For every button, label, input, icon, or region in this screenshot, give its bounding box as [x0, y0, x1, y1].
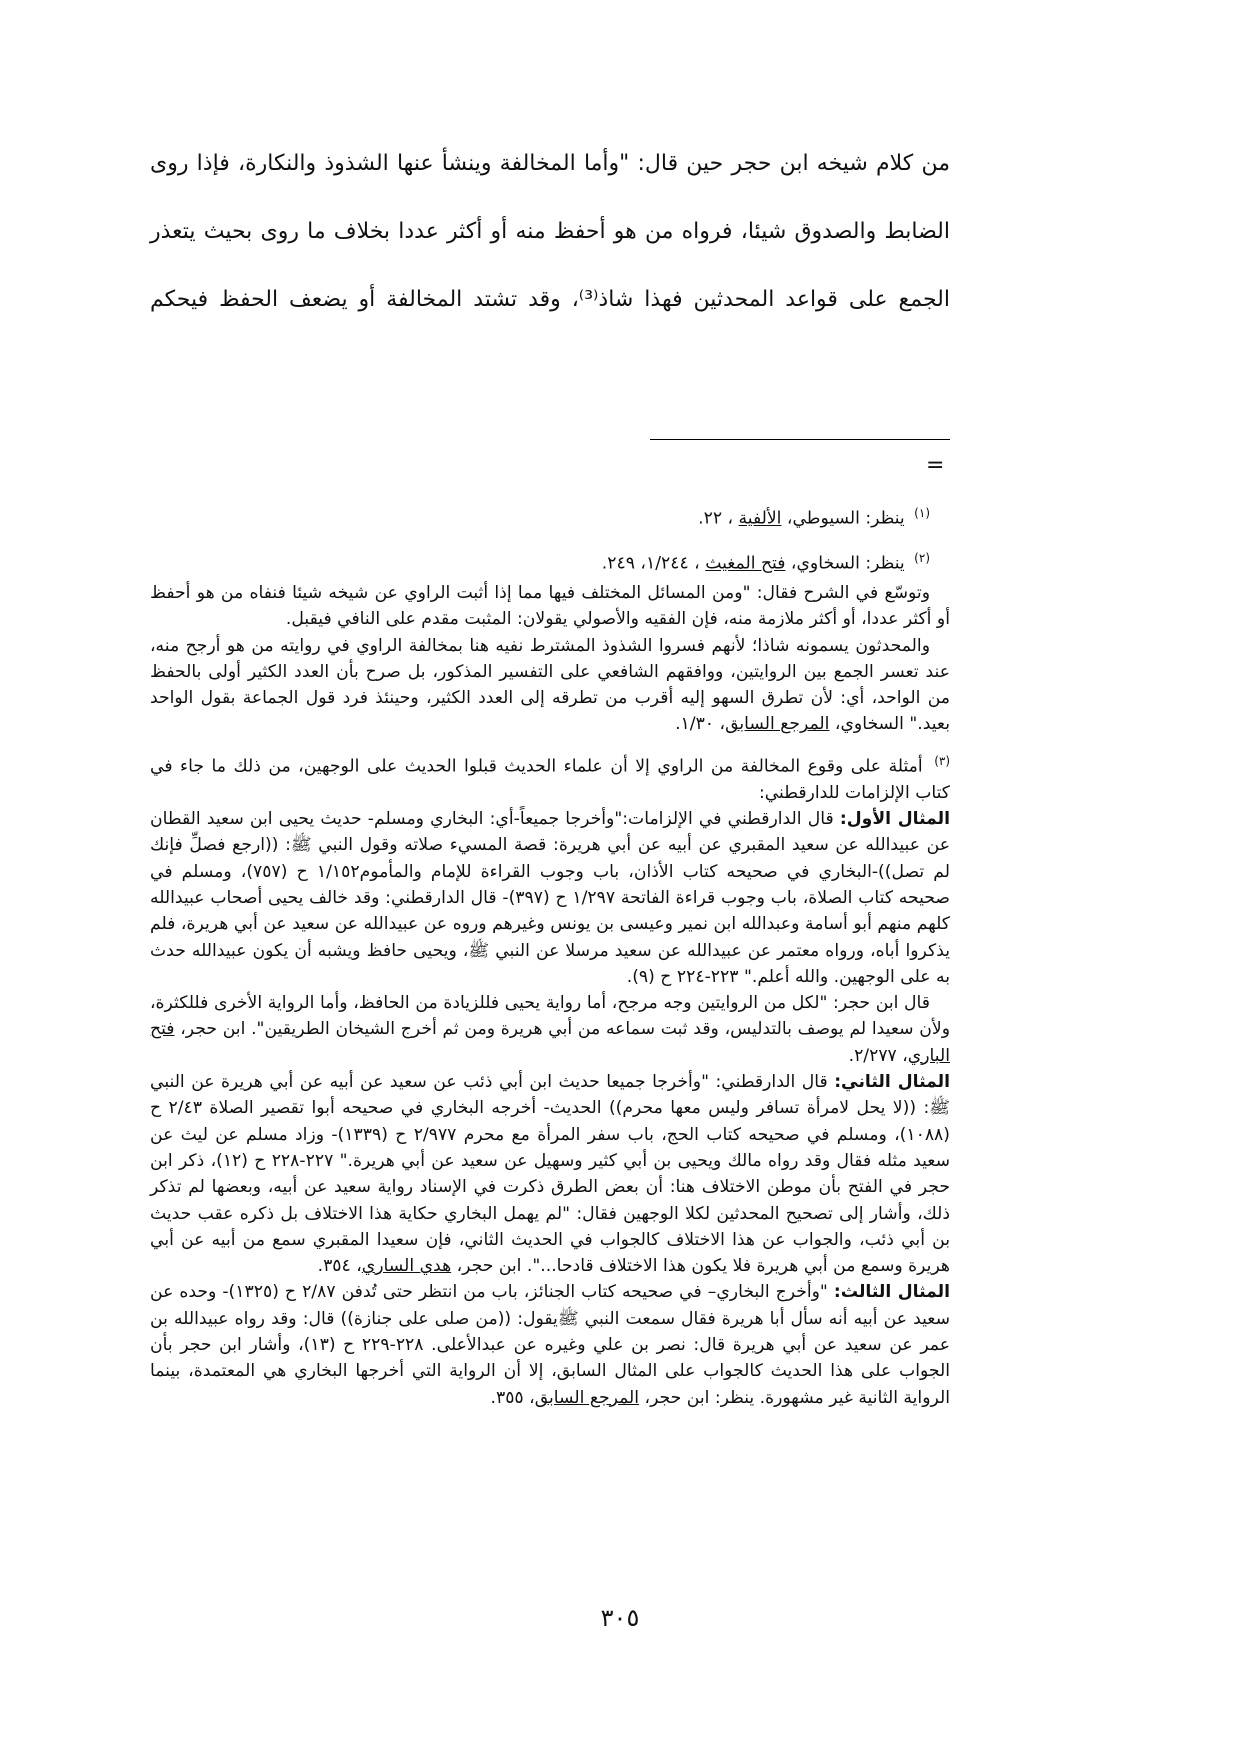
example-text: ، ٣٥٥.	[490, 1387, 535, 1408]
main-body-text	[150, 130, 950, 334]
note-paragraph	[150, 633, 950, 738]
comment-reference-title: فتح الباري	[150, 1019, 950, 1066]
example-heading: المثال الأول:	[839, 809, 950, 830]
footnote-text: ، ٢٢.	[698, 508, 734, 529]
comment-text: ، ٢/٢٧٧.	[848, 1045, 908, 1066]
example-text: قال الدارقطني: "وأخرجا جميعا حديث ابن أبي ذئب عن سعيد عن أبيه عن أبي هريرة عن النبي ﷺ: ((لا يحل لامرأة تسافر وليس معها محرم)) الحديث- أخرجه البخاري في صحيحه أبوا تقصير الصلاة ٢/٤٣ ح (١٠٨٨)، ومسلم في صحيحه كتاب الحج، باب سفر المرأة مع محرم ٢/٩٧٧ ح (١٣٣٩)- وزاد مسلم عن ليث عن سعيد مثله فقال وقد رواه مالك ويحيى بن أبي كثير وسهيل عن سعيد عن أبي هريرة." ٢٢٧-٢٢٨ ح (١٢)، ذكر ابن حجر في الفتح بأن موطن الاختلاف هنا: أن بعض الطرق ذكرت في الإسناد رواية سعيد عن أبيه، وبعضها لم تذكر ذلك، وأشار إلى تصحيح المحدثين لكلا الوجهين فقال: "لم يهمل البخاري حكاية هذا الاختلاف بل ذكره عقب حديث بن أبي ذئب، والجواب عن هذا الاختلاف كالجواب في الحديث الثاني، فإن سعيدا المقبري سمع من أبيه عن أبي هريرة وسمع من أبي هريرة فلا يكون هذا الاختلاف قادحا...". ابن حجر،	[150, 1072, 951, 1277]
footnote-text: ، ١/٢٤٤، ٢٤٩.	[601, 553, 700, 574]
example-reference-title: المرجع السابق	[534, 1387, 640, 1408]
footnote-marker: (١)	[914, 506, 930, 520]
footnote-text: أمثلة على وقوع المخالفة من الراوي إلا أن علماء الحديث قبلوا الحديث على الوجهين، من ذلك ما جاء في كتاب الإلزامات للدارقطني:	[150, 756, 950, 803]
example-text: ، ٣٥٤.	[317, 1256, 362, 1277]
example-text: قال الدارقطني في الإلزامات:"وأخرجا جميعاً-أي: البخاري ومسلم- حديث يحيى ابن سعيد القطان عن عبيدالله عن سعيد المقبري عن أبيه عن أبي هريرة: قصة المسيء صلاته وقول النبي ﷺ: ((ارجع فصلِّ فإنك لم تصل))-البخاري في صحيحه كتاب الأذان، باب وجوب القراءة للإمام والمأموم١/١٥٢ ح (٧٥٧)، ومسلم في صحيحه كتاب الصلاة، باب وجوب قراءة الفاتحة ١/٢٩٧ ح (٣٩٧)- قال الدارقطني: وقد خالف يحيى أصحاب عبيدالله كلهم منهم أبو أسامة وعبدالله ابن نمير وعيسى بن يونس وغيرهم وروه عن عبيدالله عن سعيد عن أبي هريرة، فلم يذكروا أباه، ورواه معتمر عن عبيدالله عن سعيد مرسلا عن النبي ﷺ، ويحيى حافظ ويشبه أن يكون عبيدالله حدث به على الوجهين. والله أعلم." ٢٢٣-٢٢٤ ح (٩).	[150, 809, 950, 987]
note-text: ، ١/٣٠.	[675, 714, 726, 735]
example-heading: المثال الثاني:	[834, 1072, 950, 1093]
footnote-continuation-mark: =	[926, 453, 945, 478]
footnotes-section	[150, 490, 950, 1411]
footnote-separator	[650, 439, 950, 440]
footnote-3	[150, 748, 950, 806]
example-third	[150, 1279, 950, 1410]
example-heading: المثال الثالث:	[833, 1282, 951, 1303]
footnote-1	[150, 490, 930, 536]
note-reference-title: المرجع السابق	[725, 714, 830, 735]
example-second	[150, 1069, 950, 1279]
example-text: "وأخرج البخاري– في صحيحه كتاب الجنائز، باب من انتظر حتى تُدفن ٢/٨٧ ح (١٣٢٥)- وحده عن سعيد عن أبيه أنه سأل أبا هريرة فقال سمعت النبي ﷺيقول: ((من صلى على جنازة)) قال: وقد رواه عبيدالله بن عمر عن سعيد عن أبي هريرة قال: نصر بن علي وغيره عن عبدالأعلى. ٢٢٨-٢٢٩ ح (١٣)، وأشار ابن حجر بأن الجواب على هذا الحديث كالجواب على المثال السابق، إلا أن الرواية التي أخرجها البخاري هي المعتمدة، بينما الرواية الثانية غير مشهورة. ينظر: ابن حجر،	[150, 1282, 950, 1408]
comment-text: قال ابن حجر: "لكل من الروايتين وجه مرجح، أما رواية يحيى فللزيادة من الحافظ، وأما الرواية الأخرى فللكثرة، ولأن سعيدا لم يوصف بالتدليس، وقد ثبت سماعه من أبي هريرة ومن ثم أخرج الشيخان الطريقين". ابن حجر،	[150, 993, 950, 1040]
footnote-text: ينظر: السخاوي،	[785, 553, 905, 574]
note-paragraph: وتوسّع في الشرح فقال: "ومن المسائل المختلف فيها مما إذا أثبت الراوي عن شيخه شيئا فنفاه من هو أحفظ أو أكثر عددا، أو أكثر ملازمة منه، فإن الفقيه والأصولي يقولان: المثبت مقدم على النافي فيقبل.	[150, 583, 950, 630]
page-number: ٣٠٥	[600, 1604, 640, 1632]
footnote-marker: (٣)	[934, 753, 951, 768]
note-text: والمحدثون يسمونه شاذا؛ لأنهم فسروا الشذوذ المشترط نفيه هنا بمخالفة الراوي في روايته من هو أرجح منه، عند تعسر الجمع بين الروايتين، ووافقهم الشافعي على التفسير المذكور، بل صرح بأن العدد الكثير أولى بالحفظ من الواحد، أي: لأن تطرق السهو إليه أقرب من تطرقه إلى العدد الكثير، وحينئذ فرد قول الجماعة بقول الواحد بعيد." السخاوي،	[150, 635, 950, 735]
footnote-2	[150, 536, 930, 580]
body-paragraph: من كلام شيخه ابن حجر حين قال: "وأما المخالفة وينشأ عنها الشذوذ والنكارة، فإذا روى الضابط والصدوق شيئا، فرواه من هو أحفظ منه أو أكثر عددا بخلاف ما روى بحيث يتعذر الجمع على قواعد المحدثين فهذا شاذ⁽³⁾، وقد تشتد المخالفة أو يضعف الحفظ فيحكم	[150, 151, 950, 312]
example-reference-title: هدي الساري	[361, 1256, 452, 1277]
footnote-marker: (٢)	[914, 551, 930, 565]
footnote-reference-title: فتح المغيث	[705, 553, 786, 574]
example-first	[150, 806, 950, 990]
footnote-text: ينظر: السيوطي،	[781, 508, 905, 529]
ibn-hajar-comment	[150, 990, 950, 1069]
footnote-reference-title: الألفية	[738, 508, 782, 529]
